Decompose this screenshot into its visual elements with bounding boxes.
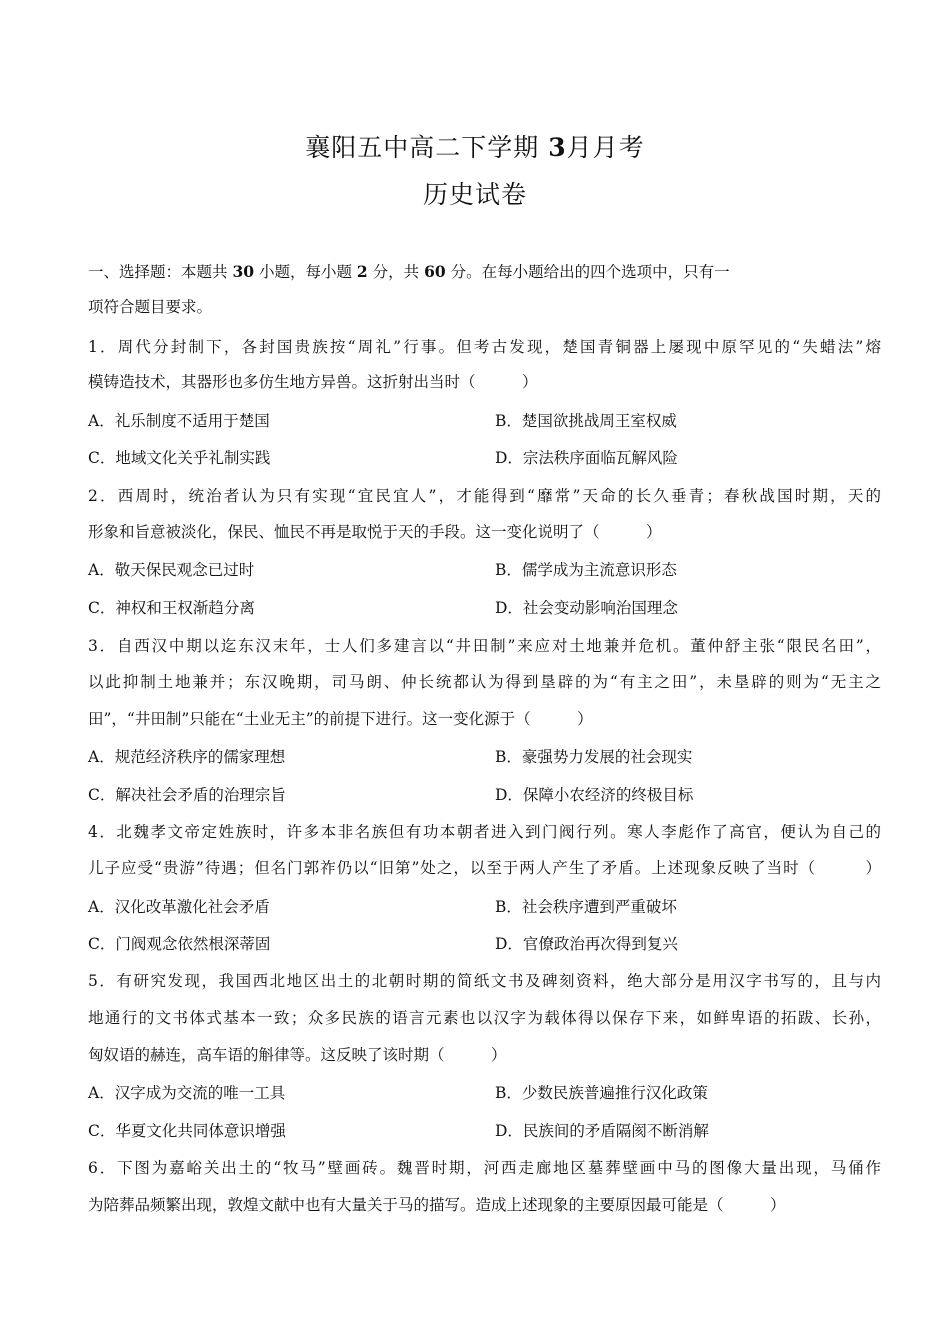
question-1-line-1: 1．周代分封制下，各封国贵族按“周礼”行事。但考古发现，楚国青铜器上屡现中原罕见的“失蜡法”熔	[88, 338, 881, 356]
question-4-option-b: B．社会秩序遭到严重破坏	[495, 898, 677, 916]
question-5-line-2: 地通行的文书体式基本一致；众多民族的语言元素也以汉字为载体得以保存下来，如鲜卑语的拓跋、长孙，	[88, 1009, 881, 1027]
question-2-line-2: 形象和旨意被淡化，保民、恤民不再是取悦于天的手段。这一变化说明了（ ）	[88, 523, 662, 541]
question-5-line-3: 匈奴语的赫连，高车语的斛律等。这反映了该时期（ ）	[88, 1046, 507, 1064]
question-2-line-1: 2．西周时，统治者认为只有实现“宜民宜人”，才能得到“靡常”天命的长久垂青；春秋战国时期，天的	[88, 487, 881, 505]
question-3-option-c: C．解决社会矛盾的治理宗旨	[88, 786, 286, 804]
exam-subtitle: 历史试卷	[422, 180, 527, 209]
question-1-option-c: C．地域文化关乎礼制实践	[88, 449, 271, 467]
question-1-option-b: B．楚国欲挑战周王室权威	[495, 412, 677, 430]
section-instruction-line-1: 一、选择题：本题共 30 小题，每小题 2 分，共 60 分。在每小题给出的四个选项中，只有一	[88, 262, 730, 281]
question-5-option-c: C．华夏文化共同体意识增强	[88, 1122, 286, 1140]
question-2-option-a: A．敬天保民观念已过时	[88, 561, 255, 579]
question-6-line-2: 为陪葬品频繁出现，敦煌文献中也有大量关于马的描写。造成上述现象的主要原因最可能是（ ）	[88, 1196, 786, 1214]
question-3-line-3: 田”，“井田制”只能在“土业无主”的前提下进行。这一变化源于（ ）	[88, 710, 593, 728]
question-4-line-2: 儿子应受“贵游”待遇；但名门郭祚仍以“旧第”处之，以至于两人产生了矛盾。上述现象反映了当时（ ）	[88, 859, 881, 877]
question-5-line-1: 5．有研究发现，我国西北地区出土的北朝时期的简纸文书及碑刻资料，绝大部分是用汉字书写的，且与内	[88, 972, 881, 990]
question-6-line-1: 6．下图为嘉峪关出土的“牧马”壁画砖。魏晋时期，河西走廊地区墓葬壁画中马的图像大量出现，马俑作	[88, 1159, 881, 1177]
question-3-line-2: 以此抑制土地兼并；东汉晚期，司马朗、仲长统都认为得到垦辟的为“有主之田”，未垦辟的则为“无主之	[88, 673, 881, 691]
question-2-option-d: D．社会变动影响治国理念	[495, 599, 678, 617]
question-5-option-d: D．民族间的矛盾隔阂不断消解	[495, 1122, 709, 1140]
question-4-option-d: D．官僚政治再次得到复兴	[495, 935, 678, 953]
question-2-option-c: C．神权和王权渐趋分离	[88, 599, 255, 617]
question-5-option-b: B．少数民族普遍推行汉化政策	[495, 1084, 708, 1102]
question-1-line-2: 模铸造技术，其器形也多仿生地方异兽。这折射出当时（ ）	[88, 373, 538, 391]
question-4-option-c: C．门阀观念依然根深蒂固	[88, 935, 271, 953]
section-instruction-line-2: 项符合题目要求。	[88, 298, 213, 316]
question-1-option-d: D．宗法秩序面临瓦解风险	[495, 449, 678, 467]
question-3-option-a: A．规范经济秩序的儒家理想	[88, 748, 286, 766]
exam-title: 襄阳五中高二下学期 3月月考	[305, 133, 645, 162]
question-1-option-a: A．礼乐制度不适用于楚国	[88, 412, 270, 430]
question-2-option-b: B．儒学成为主流意识形态	[495, 561, 677, 579]
question-4-option-a: A．汉化改革激化社会矛盾	[88, 898, 270, 916]
question-4-line-1: 4．北魏孝文帝定姓族时，许多本非名族但有功本朝者进入到门阀行列。寒人李彪作了高官，便认为自己的	[88, 823, 881, 841]
question-3-option-b: B．豪强势力发展的社会现实	[495, 748, 693, 766]
question-3-line-1: 3．自西汉中期以迄东汉末年，士人们多建言以“井田制”来应对土地兼并危机。董仲舒主张“限民名田”，	[88, 637, 881, 655]
question-3-option-d: D．保障小农经济的终极目标	[495, 786, 694, 804]
question-5-option-a: A．汉字成为交流的唯一工具	[88, 1084, 286, 1102]
